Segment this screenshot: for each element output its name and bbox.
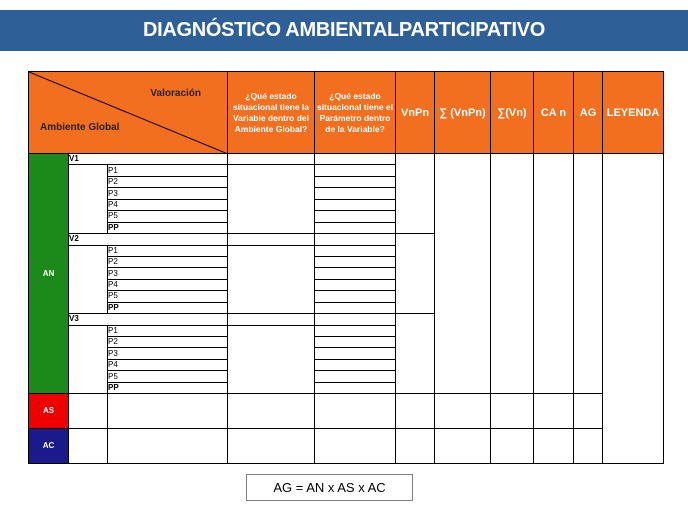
parameter-answer-cell xyxy=(315,279,396,290)
section-cell xyxy=(228,394,315,429)
section-cell xyxy=(491,429,534,464)
section-cell xyxy=(574,429,603,464)
parameter-answer-cell xyxy=(315,165,396,176)
section-cell xyxy=(108,429,228,464)
parameter-label: P4 xyxy=(108,279,228,290)
section-cell xyxy=(315,429,396,464)
diagnostic-table xyxy=(28,71,664,464)
parameter-label: P2 xyxy=(108,337,228,348)
parameter-label: P2 xyxy=(108,256,228,267)
parameter-answer-cell xyxy=(315,222,396,233)
variable-spacer-cell xyxy=(69,165,108,234)
section-cell xyxy=(69,429,108,464)
parameter-answer-cell xyxy=(315,176,396,187)
can-cell xyxy=(534,154,574,394)
parameter-answer-cell xyxy=(315,325,396,336)
page-title: DIAGNÓSTICO AMBIENTALPARTICIPATIVO xyxy=(0,10,688,51)
parameter-answer-cell xyxy=(315,291,396,302)
parameter-label: P5 xyxy=(108,371,228,382)
header-row xyxy=(29,72,664,154)
variable-answer-block xyxy=(228,165,315,234)
section-cell xyxy=(534,394,574,429)
parameter-label: P1 xyxy=(108,325,228,336)
parameter-answer-cell xyxy=(315,371,396,382)
parameter-label: PP xyxy=(108,222,228,233)
parameter-answer-cell xyxy=(315,154,396,165)
valoracion-label: Valoración xyxy=(150,88,201,99)
section-cell xyxy=(534,429,574,464)
section-row-as xyxy=(29,394,664,429)
section-cell xyxy=(69,394,108,429)
parameter-label: P5 xyxy=(108,291,228,302)
variable-label: V1 xyxy=(69,154,228,165)
header-vnpn: VnPn xyxy=(396,72,435,154)
vnpn-cell xyxy=(396,234,435,314)
variable-answer-block xyxy=(228,245,315,314)
sum-vn-cell xyxy=(491,154,534,394)
parameter-label: P3 xyxy=(108,348,228,359)
parameter-answer-cell xyxy=(315,245,396,256)
header-ag: AG xyxy=(574,72,603,154)
variable-label: V3 xyxy=(69,314,228,325)
parameter-answer-cell xyxy=(315,188,396,199)
section-ac: AC xyxy=(29,429,69,464)
parameter-label: P4 xyxy=(108,199,228,210)
parameter-label: PP xyxy=(108,382,228,393)
variable-label: V2 xyxy=(69,234,228,245)
parameter-answer-cell xyxy=(315,268,396,279)
parameter-label: P2 xyxy=(108,176,228,187)
vnpn-cell xyxy=(396,154,435,234)
parameter-label: P4 xyxy=(108,359,228,370)
parameter-label: P1 xyxy=(108,245,228,256)
section-as: AS xyxy=(29,394,69,429)
sum-vnpn-cell xyxy=(435,154,491,394)
parameter-answer-cell xyxy=(315,337,396,348)
variable-answer-cell xyxy=(228,154,315,165)
parameter-answer-cell xyxy=(315,302,396,313)
section-cell xyxy=(574,394,603,429)
parameter-answer-cell xyxy=(315,359,396,370)
parameter-label: P5 xyxy=(108,211,228,222)
section-cell xyxy=(396,394,435,429)
section-cell xyxy=(108,394,228,429)
parameter-answer-cell xyxy=(315,348,396,359)
variable-answer-cell xyxy=(228,314,315,325)
parameter-answer-cell xyxy=(315,199,396,210)
parameter-label: P3 xyxy=(108,188,228,199)
parameter-answer-cell xyxy=(315,256,396,267)
variable-answer-cell xyxy=(228,234,315,245)
vnpn-cell xyxy=(396,314,435,394)
parameter-answer-cell xyxy=(315,211,396,222)
header-sum-vnpn: ∑ (VnPn) xyxy=(435,72,491,154)
variable-spacer-cell xyxy=(69,245,108,314)
section-cell xyxy=(228,429,315,464)
section-cell xyxy=(435,394,491,429)
variable-answer-block xyxy=(228,325,315,394)
section-cell xyxy=(315,394,396,429)
ag-cell xyxy=(574,154,603,394)
parameter-label: P1 xyxy=(108,165,228,176)
section-cell xyxy=(491,394,534,429)
section-an: AN xyxy=(29,154,69,394)
parameter-answer-cell xyxy=(315,382,396,393)
formula-box: AG = AN x AS x AC xyxy=(246,474,413,501)
parameter-answer-cell xyxy=(315,234,396,245)
section-cell xyxy=(435,429,491,464)
diagonal-line xyxy=(29,72,228,154)
header-sum-vn: ∑(Vn) xyxy=(491,72,534,154)
leyenda-cell xyxy=(603,154,664,464)
variable-row xyxy=(29,154,664,165)
header-diagonal-cell xyxy=(29,72,228,154)
variable-spacer-cell xyxy=(69,325,108,394)
parameter-answer-cell xyxy=(315,314,396,325)
header-leyenda: LEYENDA xyxy=(603,72,664,154)
header-parameter-question: ¿Qué estado situacional tiene el Parámetro dentro de la Variable? xyxy=(315,72,396,154)
parameter-label: PP xyxy=(108,302,228,313)
parameter-label: P3 xyxy=(108,268,228,279)
header-can: CA n xyxy=(534,72,574,154)
header-variable-question: ¿Qué estado situacional tiene la Variable dentro del Ambiente Global? xyxy=(228,72,315,154)
section-row-ac xyxy=(29,429,664,464)
ambiente-global-label: Ambiente Global xyxy=(40,122,120,133)
section-cell xyxy=(396,429,435,464)
